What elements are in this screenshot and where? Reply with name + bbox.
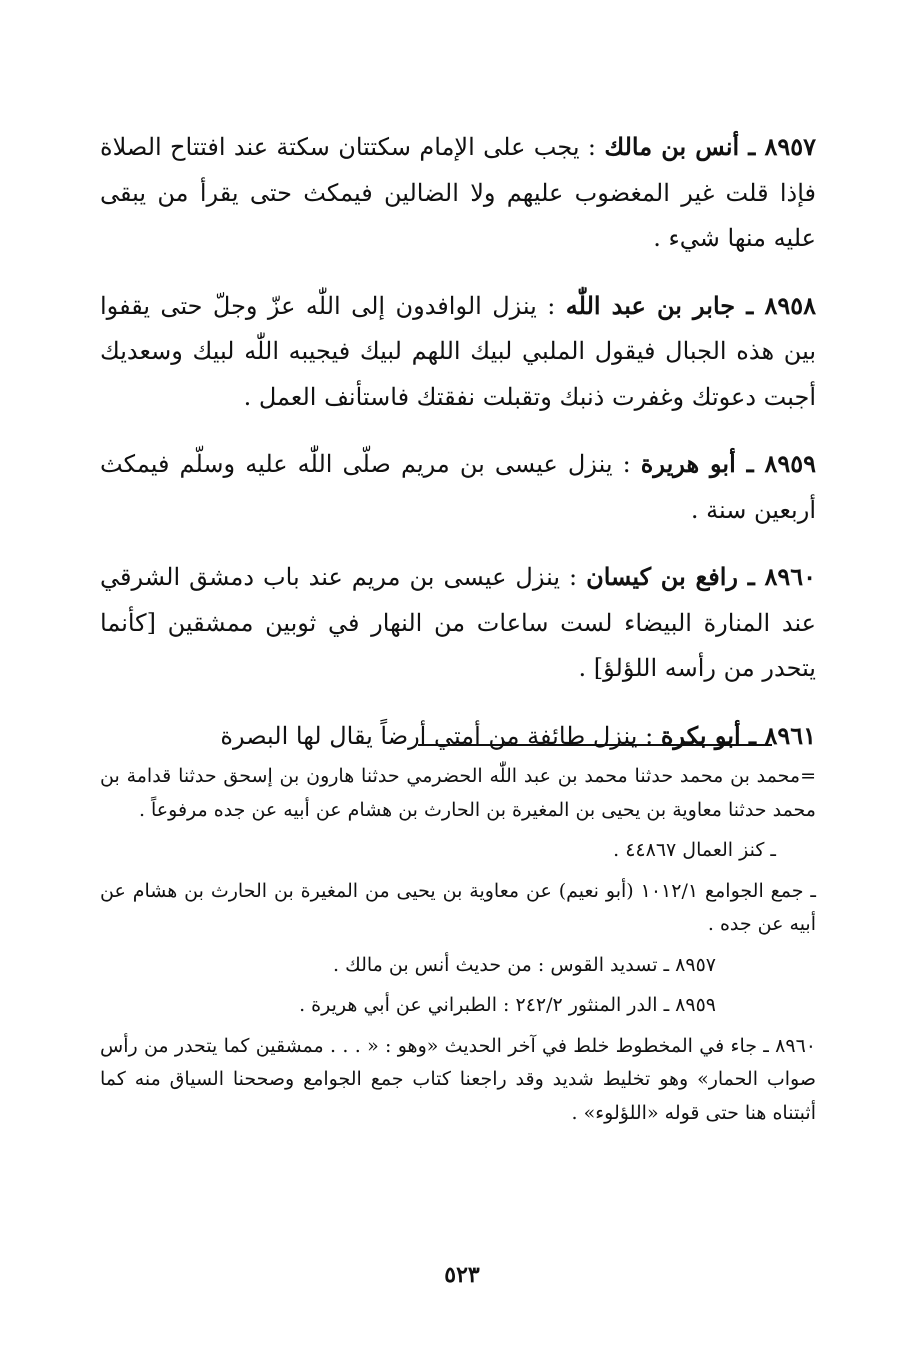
separator: ـ [735, 290, 765, 320]
page-number: ٥٢٣ [444, 1262, 480, 1288]
hadith-narrator: أبو هريرة [640, 449, 736, 478]
hadith-narrator: جابر بن عبد اللّٰه [565, 290, 736, 320]
hadith-narrator: رافع بن كيسان [586, 562, 738, 591]
hadith-narrator: أبو بكرة [660, 720, 741, 750]
hadith-entries [100, 124, 816, 780]
separator: ـ [735, 449, 765, 478]
hadith-text: : ينزل عيسى بن مريم عند باب دمشق الشرقي عند المنارة البيضاء لست ساعات من النهار في ثوبين ممشقين [كأنما يتحدر من رأسه اللؤلؤ] . [100, 563, 816, 682]
hadith-text: : ينزل عيسى بن مريم صلّى اللّٰه عليه وسلّم فيمكث أربعين سنة . [100, 450, 816, 524]
hadith-number: ٨٩٥٩ [764, 449, 816, 478]
hadith-narrator: أنس بن مالك [604, 132, 740, 161]
footnote: =محمد بن محمد حدثنا محمد بن عبد اللّٰه الحضرمي حدثنا هارون بن إسحق حدثنا قدامة بن محمد حدثنا معاوية بن يحيى بن المغيرة بن الحارث بن هشام عن أبيه عن جده مرفوعاً . [100, 765, 816, 821]
footnote: ٨٩٥٧ ـ تسديد القوس : من حديث أنس بن مالك . [332, 953, 716, 976]
footnote: ـ جمع الجوامع ١٠١٢/١ (أبو نعيم) عن معاوية بن يحيى من المغيرة بن الحارث بن هشام عن أبيه عن جده . [100, 879, 816, 935]
footnote: ٨٩٦٠ ـ جاء في المخطوط خلط في آخر الحديث «وهو : « . . . ممشقين كما يتحدر من رأس صواب الحمار» وهو تخليط شديد وقد راجعنا كتاب جمع الجوامع وصححنا السياق منه كما أثبتناه هنا حتى قوله «اللؤلوء» . [100, 1034, 816, 1124]
footnote: ـ كنز العمال ٤٤٨٦٧ . [613, 839, 776, 861]
hadith-number: ٨٩٥٧ [764, 132, 816, 161]
hadith-text: : ينزل طائفة من أمتي أرضاً يقال لها البصرة [220, 721, 654, 750]
hadith-entry [100, 441, 816, 533]
hadith-number: ٨٩٦١ [764, 720, 816, 750]
hadith-entry [100, 713, 816, 760]
footnotes [100, 760, 816, 1137]
footnote: ٨٩٥٩ ـ الدر المنثور ٢٤٢/٢ : الطبراني عن أبي هريرة . [299, 994, 716, 1016]
hadith-entry [100, 554, 816, 692]
separator: ـ [740, 720, 765, 750]
footnote-separator-line [418, 744, 772, 746]
hadith-number: ٨٩٥٨ [764, 290, 816, 320]
separator: ـ [739, 132, 765, 161]
hadith-text: : يجب على الإمام سكتتان سكتة عند افتتاح الصلاة فإذا قلت غير المغضوب عليهم ولا الضالين فيمكث حتى يقرأ من يبقى عليه منها شيء . [100, 133, 816, 252]
hadith-number: ٨٩٦٠ [764, 562, 817, 591]
separator: ـ [737, 562, 765, 591]
hadith-entry [100, 283, 816, 421]
hadith-entry [100, 124, 816, 262]
hadith-text: : ينزل الوافدون إلى اللّٰه عزّ وجلّ حتى يقفوا بين هذه الجبال فيقول الملبي لبيك اللهم لبيك فيجيبه اللّٰه لبيك وسعديك أجبت دعوتك وغفرت ذنبك وتقبلت نفقتك فاستأنف العمل . [100, 291, 816, 411]
